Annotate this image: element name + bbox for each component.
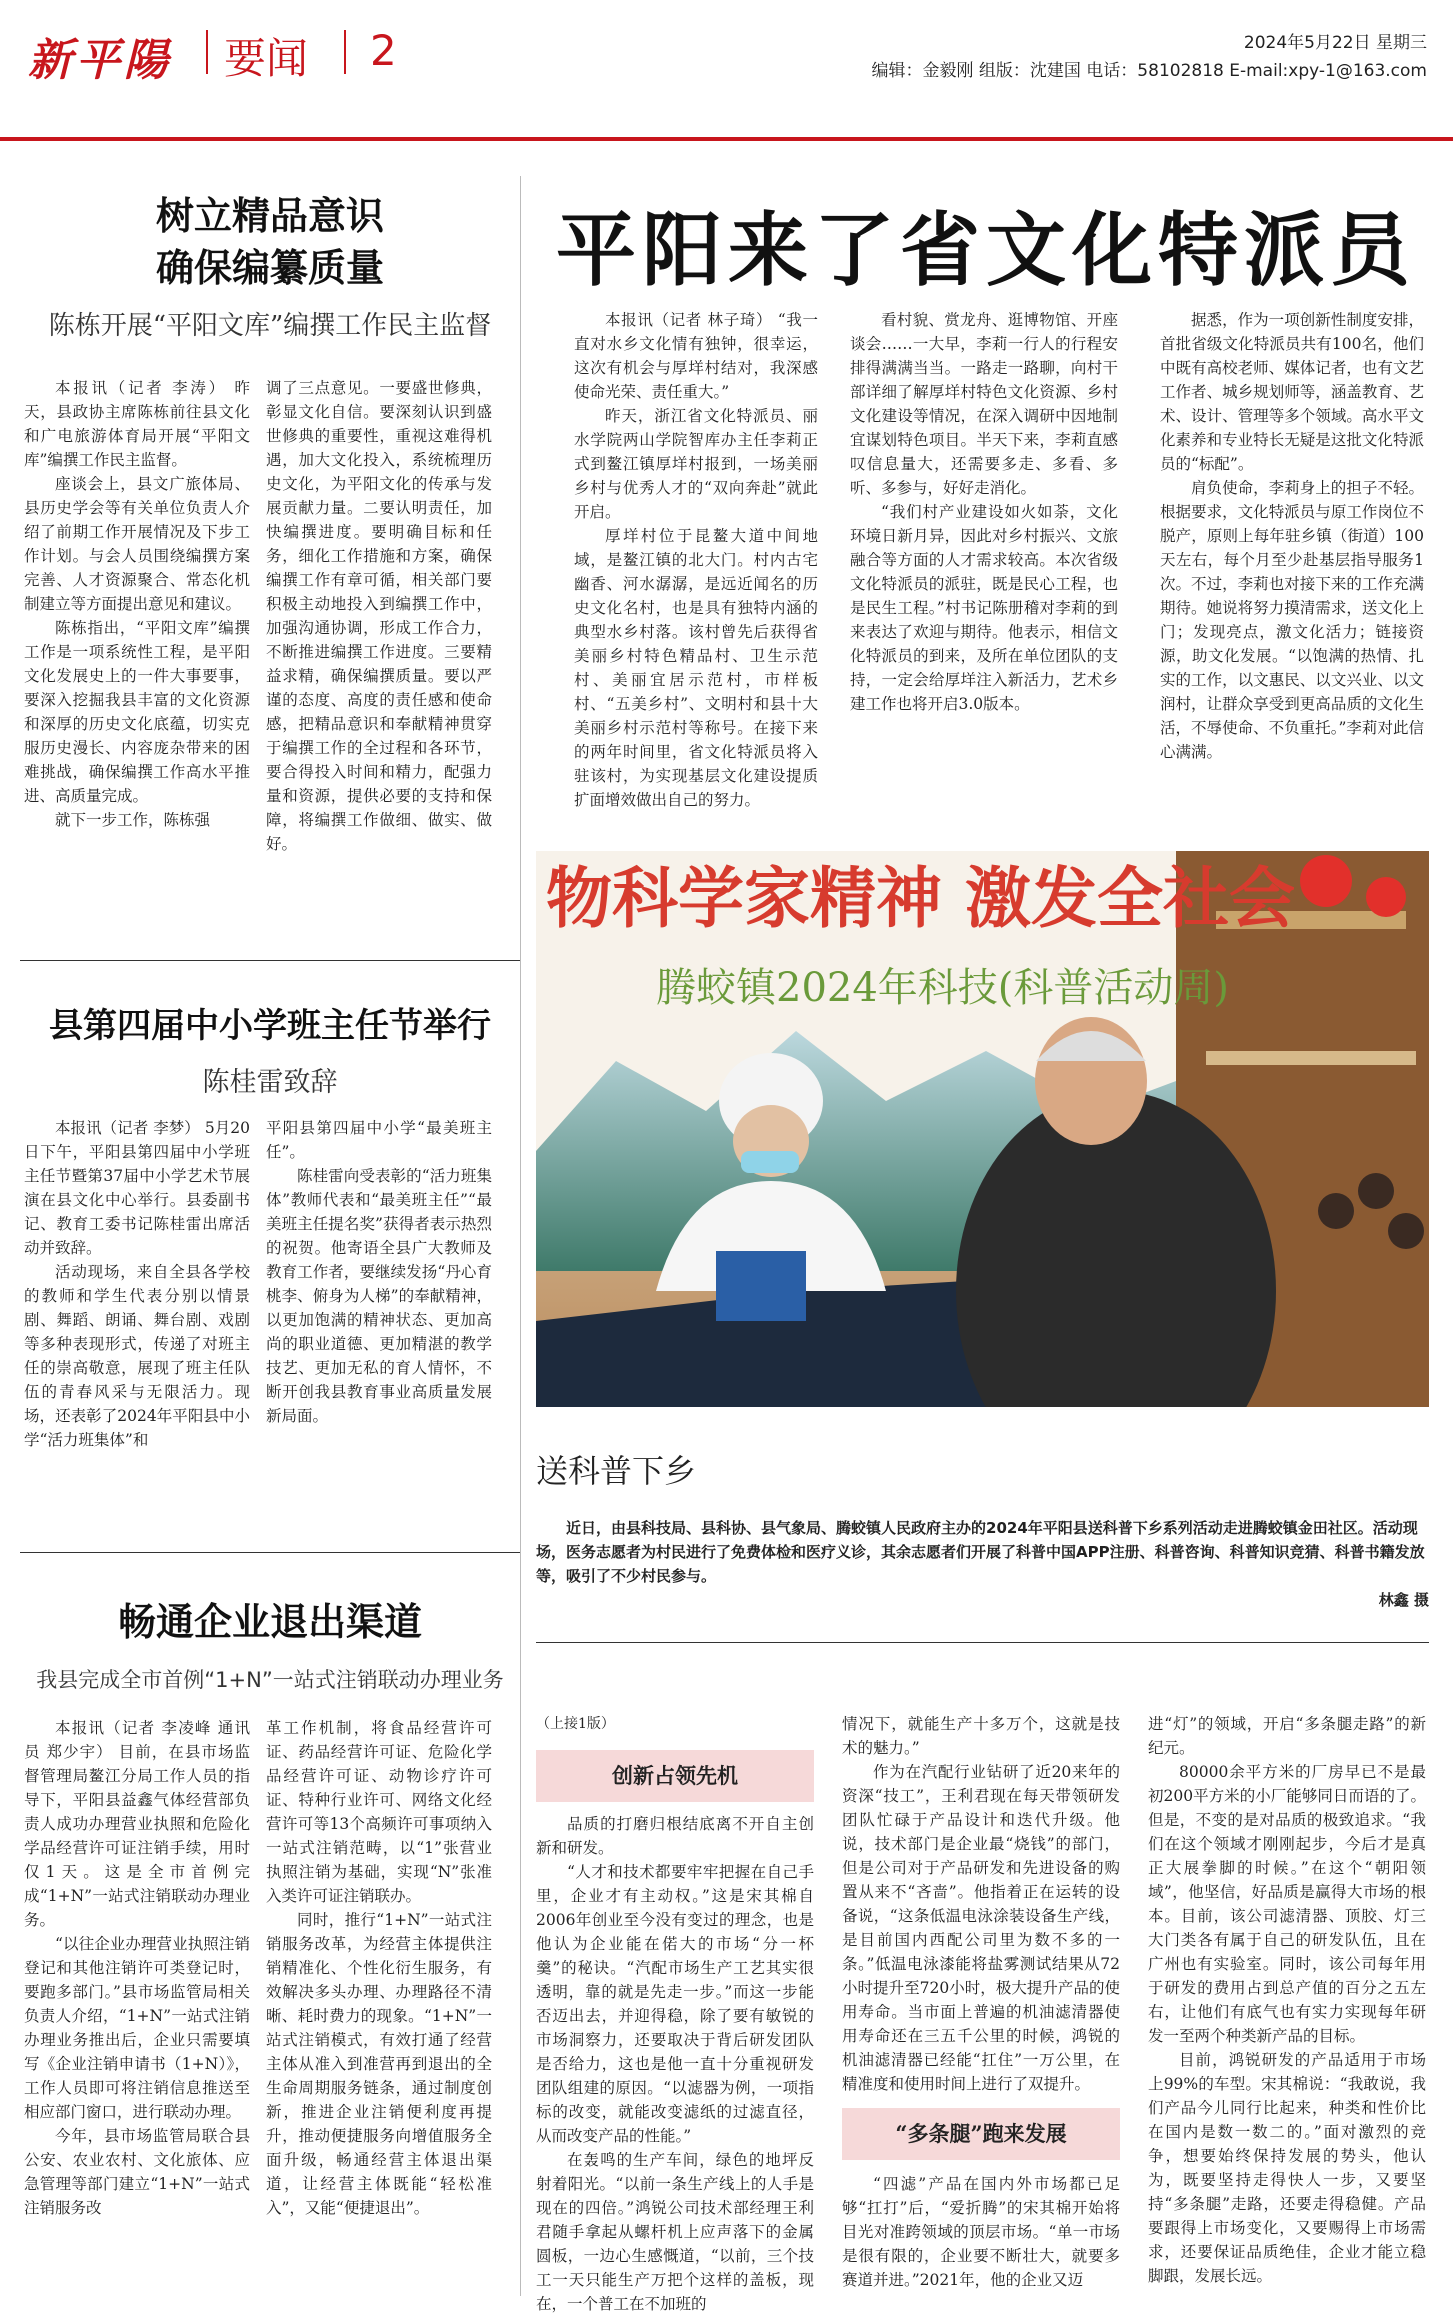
divider bbox=[20, 960, 520, 961]
photo-sign-text: 腾蛟镇2024年科技(科普活动周) bbox=[656, 965, 1230, 1011]
article-3-column-3: 据悉，作为一项创新性制度安排，首批省级文化特派员共有100名，他们中既有高校老师、媒体记者，也有文艺工作者、城乡规划师等，涵盖教育、艺术、设计、管理等多个领域。高水平文化素养和专业特长无疑是这批文化特派员的“标配”。 肩负使命，李莉身上的担子不轻。根据要求，文化特派员与原工作岗位不脱产，原则上每年驻乡镇（街道）100天左右，每个月至少赴基层指导服务1次。不过，李莉也对接下来的工作充满期待。她说将努力摸清需求，送文化上门；发现亮点，激文化活力；链接资源，助文化发展。“以饱满的热情、扎实的工作，以文惠民、以文兴业、以文润村，让群众享受到更高品质的文化生活，不辱使命、不负重托。”李莉对此信心满满。 bbox=[1160, 311, 1424, 761]
article-1-column-1: 本报讯（记者 李涛） 昨天，县政协主席陈栋前往县文化和广电旅游体育局开展“平阳文库”编撰工作民主监督。 座谈会上，县文广旅体局、县历史学会等有关单位负责人介绍了前期工作开展情况及下步工作计划。与会人员围绕编撰方案完善、人才资源聚合、常态化机制建立等方面提出意见和建议。 陈栋指出，“平阳文库”编撰工作是一项系统性工程，是平阳文化发展史上的一件大事要事，要深入挖掘我县丰富的文化资源和深厚的历史文化底蕴，切实克服历史漫长、内容庞杂带来的困难挑战，确保编撰工作高水平推进、高质量完成。 就下一步工作，陈栋强 bbox=[24, 379, 250, 829]
article-5-column-1: 品质的打磨归根结底离不开自主创新和研发。 “人才和技术都要牢牢把握在自己手里，企业才有主动权。”这是宋其棉自2006年创业至今没有变过的理念，也是他认为企业能在偌大的市场“分一杯羹”的秘诀。“汽配市场生产工艺其实很透明，靠的就是先走一步。”而这一步能否迈出去，并迎得稳，除了要有敏锐的市场洞察力，还要取决于背后研发团队是否给力，这也是他一直十分重视研发团队组建的原因。“以滤器为例，一项指标的改变，就能改变滤纸的过滤直径，从而改变产品的性能。” 在轰鸣的生产车间，绿色的地坪反射着阳光。“以前一条生产线上的人手是现在的四倍。”鸿锐公司技术部经理王利君随手拿起从螺杆机上应声落下的金属圆板，一边心生感慨道，“以前，三个技工一天只能生产万把个这样的盖板，现在，一个普工在不加班的 bbox=[536, 1815, 814, 2313]
column-divider bbox=[520, 176, 521, 2296]
masthead-divider bbox=[206, 30, 208, 74]
article-2-title: 县第四届中小学班主任节举行 bbox=[49, 1006, 491, 1046]
article-4-title: 畅通企业退出渠道 bbox=[117, 1599, 422, 1644]
article-4-column-1: 本报讯（记者 李凌峰 通讯员 郑少宇） 目前，在县市场监督管理局鳌江分局工作人员的指导下，平阳县益鑫气体经营部负责人成功办理营业执照和危险化学品经营许可证注销手续，用时仅1天。这是全市首例完成“1+N”一站式注销联动办理业务。 “以往企业办理营业执照注销登记和其他注销许可类登记时，要跑多部门。”县市场监管局相关负责人介绍，“1+N”一站式注销办理业务推出后，企业只需要填写《企业注销申请书（1+N）》，工作人员即可将注销信息推送至相应部门窗口，进行联动办理。 今年，县市场监管局联合县公安、农业农村、文化旅体、应急管理等部门建立“1+N”一站式注销服务改 bbox=[24, 1719, 250, 2217]
subhead-innovation: 创新占领先机 bbox=[536, 1750, 814, 1802]
masthead-rule bbox=[0, 137, 1453, 141]
article-4-column-2: 革工作机制，将食品经营许可证、药品经营许可证、危险化学品经营许可证、动物诊疗许可证、特种行业许可、网络文化经营许可等13个高频许可事项纳入一站式注销范畴，以“1”张营业执照注销为基础，实现“N”张准入类许可证注销联办。 同时，推行“1+N”一站式注销服务改革，为经营主体提供注销精准化、个性化衍生服务，有效解决多头办理、办理路径不清晰、耗时费力的现象。“1+N”一站式注销模式，有效打通了经营主体从准入到准营再到退出的全生命周期服务链条，通过制度创新，推进企业注销便利度再提升，推动便捷服务向增值服务全面升级，畅通经营主体退出渠道，让经营主体既能“轻松准入”，又能“便捷退出”。 bbox=[266, 1719, 492, 2217]
article-3-column-2: 看村貌、赏龙舟、逛博物馆、开座谈会……一大早，李莉一行人的行程安排得满满当当。一路走一路聊，向村干部详细了解厚垟村特色文化资源、乡村文化建设等情况，在深入调研中因地制宜谋划特色项目。半天下来，李莉直感叹信息量大，还需要多走、多看、多听、多参与，好好走消化。 “我们村产业建设如火如荼，文化环境日新月异，因此对乡村振兴、文旅融合等方面的人才需求较高。本次省级文化特派员的派驻，既是民心工程，也是民生工程。”村书记陈册稽对李莉的到来表达了欢迎与期待。他表示，相信文化特派员的到来，及所在单位团队的支持，一定会给厚垟注入新活力，艺术乡建工作也将开启3.0版本。 bbox=[850, 311, 1118, 713]
article-2-subtitle: 陈桂雷致辞 bbox=[202, 1067, 338, 1098]
editor-info: 编辑：金毅刚 组版：沈建国 电话：58102818 E-mail:xpy-1@163.com bbox=[871, 61, 1427, 81]
article-2-column-2: 平阳县第四届中小学“最美班主任”。 陈桂雷向受表彰的“活力班集体”教师代表和“最美班主任”“最美班主任提名奖”获得者表示热烈的祝贺。他寄语全县广大教师及教育工作者，要继续发扬“丹心育桃李、俯身为人梯”的奉献精神，以更加饱满的精神状态、更加高尚的职业道德、更加精湛的教学技艺、更加无私的育人情怀，不断开创我县教育事业高质量发展新局面。 bbox=[266, 1119, 492, 1425]
article-1-subtitle: 陈栋开展“平阳文库”编撰工作民主监督 bbox=[48, 311, 492, 341]
section-name: 要闻 bbox=[224, 34, 309, 83]
article-5-column-3: 进“灯”的领域，开启“多条腿走路”的新纪元。 80000余平方米的厂房早已不是最初200平方米的小厂能够同日而语的了。但是，不变的是对品质的极致追求。“我们在这个领域才刚刚起步，今后才是真正大展拳脚的时候。”在这个“朝阳领域”，他坚信，好品质是赢得大市场的根本。目前，该公司滤清器、顶胶、灯三大门类各有属于自己的研发队伍，且在广州也有实验室。同时，该公司每年用于研发的费用占到总产值的百分之五左右，让他们有底气也有实力实现每年研发一至两个种类新产品的目标。 目前，鸿锐研发的产品适用于市场上99%的车型。宋其棉说：“我敢说，我们产品今儿同行比起来，种类和性价比在国内是数一数二的。”面对激烈的竞争，想要始终保持发展的势头，他认为，既要坚持走得快人一步，又要坚持“多条腿”走路，还要走得稳健。产品要跟得上市场变化，又要赐得上市场需求，还要保证品质绝佳，企业才能立稳脚跟，发展长远。 bbox=[1148, 1715, 1426, 2285]
divider bbox=[20, 1552, 520, 1553]
subhead-development: “多条腿”跑来发展 bbox=[842, 2108, 1120, 2160]
photo-story-title: 送科普下乡 bbox=[536, 1452, 697, 1490]
article-1-title: 树立精品意识 确保编纂质量 bbox=[155, 193, 384, 290]
photo-caption bbox=[536, 1516, 1429, 1612]
masthead-divider bbox=[344, 30, 346, 74]
photo-banner-text: 物科学家精神 激发全社会 bbox=[546, 860, 1295, 937]
divider bbox=[536, 1642, 1429, 1643]
article-4-subtitle: 我县完成全市首例“1+N”一站式注销联动办理业务 bbox=[36, 1668, 504, 1692]
news-photo bbox=[536, 851, 1429, 1407]
continued-note: （上接1版） bbox=[536, 1716, 615, 1732]
article-5-column-2b: “四滤”产品在国内外市场都已足够“扛打”后，“爱折腾”的宋其棉开始将目光对准跨领域的顶层市场。“单一市场是很有限的，企业要不断壮大，就要多赛道并进。”2021年，他的企业又迈 bbox=[842, 2175, 1120, 2289]
issue-date: 2024年5月22日 星期三 bbox=[1243, 33, 1427, 53]
caption-text: 近日，由县科技局、县科协、县气象局、腾蛟镇人民政府主办的2024年平阳县送科普下乡系列活动走进腾蛟镇金田社区。活动现场，医务志愿者为村民进行了免费体检和医疗义诊，其余志愿者们开展了科普中国APP注册、科普咨询、科普知识竞猜、科普书籍发放等，吸引了不少村民参与。 bbox=[536, 1519, 1425, 1585]
article-2-column-1: 本报讯（记者 李梦） 5月20日下午，平阳县第四届中小学班主任节暨第37届中小学艺术节展演在县文化中心举行。县委副书记、教育工委书记陈桂雷出席活动并致辞。 活动现场，来自全县各学校的教师和学生代表分别以情景剧、舞蹈、朗诵、舞台剧、戏剧等多种表现形式，传递了对班主任的崇高敬意，展现了班主任队伍的青春风采与无限活力。现场，还表彰了2024年平阳县中小学“活力班集体”和 bbox=[24, 1119, 250, 1449]
newspaper-logo: 新平陽 bbox=[28, 35, 172, 86]
article-3-column-1: 本报讯（记者 林子琦） “我一直对水乡文化情有独钟，很幸运，这次有机会与厚垟村结对，我深感使命光荣、责任重大。” 昨天，浙江省文化特派员、丽水学院两山学院智库办主任李莉正式到鳌江镇厚垟村报到，一场美丽乡村与优秀人才的“双向奔赴”就此开启。 厚垟村位于昆鳌大道中间地域，是鳌江镇的北大门。村内古宅幽香、河水潺潺，是远近闻名的历史文化名村，也是具有独特内涵的典型水乡村落。该村曾先后获得省美丽乡村特色精品村、卫生示范村、美丽宜居示范村，市样板村、“五美乡村”、文明村和县十大美丽乡村示范村等称号。在接下来的两年时间里，省文化特派员将入驻该村，为实现基层文化建设提质扩面增效做出自己的努力。 bbox=[574, 311, 818, 809]
photo-credit: 林鑫 摄 bbox=[1378, 1591, 1429, 1609]
article-3-title: 平阳来了省文化特派员 bbox=[556, 203, 1416, 297]
article-1-column-2: 调了三点意见。一要盛世修典，彰显文化自信。要深刻认识到盛世修典的重要性，重视这难得机遇，加大文化投入，系统梳理历史文化，为平阳文化的传承与发展贡献力量。二要认明责任，加快编撰进度。要明确目标和任务，细化工作措施和方案，确保编撰工作有章可循，相关部门要积极主动地投入到编撰工作中，加强沟通协调，形成工作合力，不断推进编撰工作进度。三要精益求精，确保编撰质量。要以严谨的态度、高度的责任感和使命感，把精品意识和奉献精神贯穿于编撰工作的全过程和各环节，要合得投入时间和精力，配强力量和资源，提供必要的支持和保障，将编撰工作做细、做实、做好。 bbox=[266, 379, 492, 853]
article-5-column-2: 情况下，就能生产十多万个，这就是技术的魅力。” 作为在汽配行业钻研了近20来年的资深“技工”，王利君现在每天带领研发团队忙碌于产品设计和迭代升级。他说，技术部门是企业最“烧钱”的部门，但是公司对于产品研发和先进设备的购置从来不“吝啬”。他指着正在运转的设备说，“这条低温电泳涂装设备生产线，是目前国内西配公司里为数不多的一条。”低温电泳漆能将盐雾测试结果从72小时提升至720小时，极大提升产品的使用寿命。当市面上普遍的机油滤清器使用寿命还在三五千公里的时候，鸿锐的机油滤清器已经能“扛住”一万公里，在精准度和使用时间上进行了双提升。 bbox=[842, 1715, 1120, 2093]
page-number: 2 bbox=[370, 26, 397, 75]
